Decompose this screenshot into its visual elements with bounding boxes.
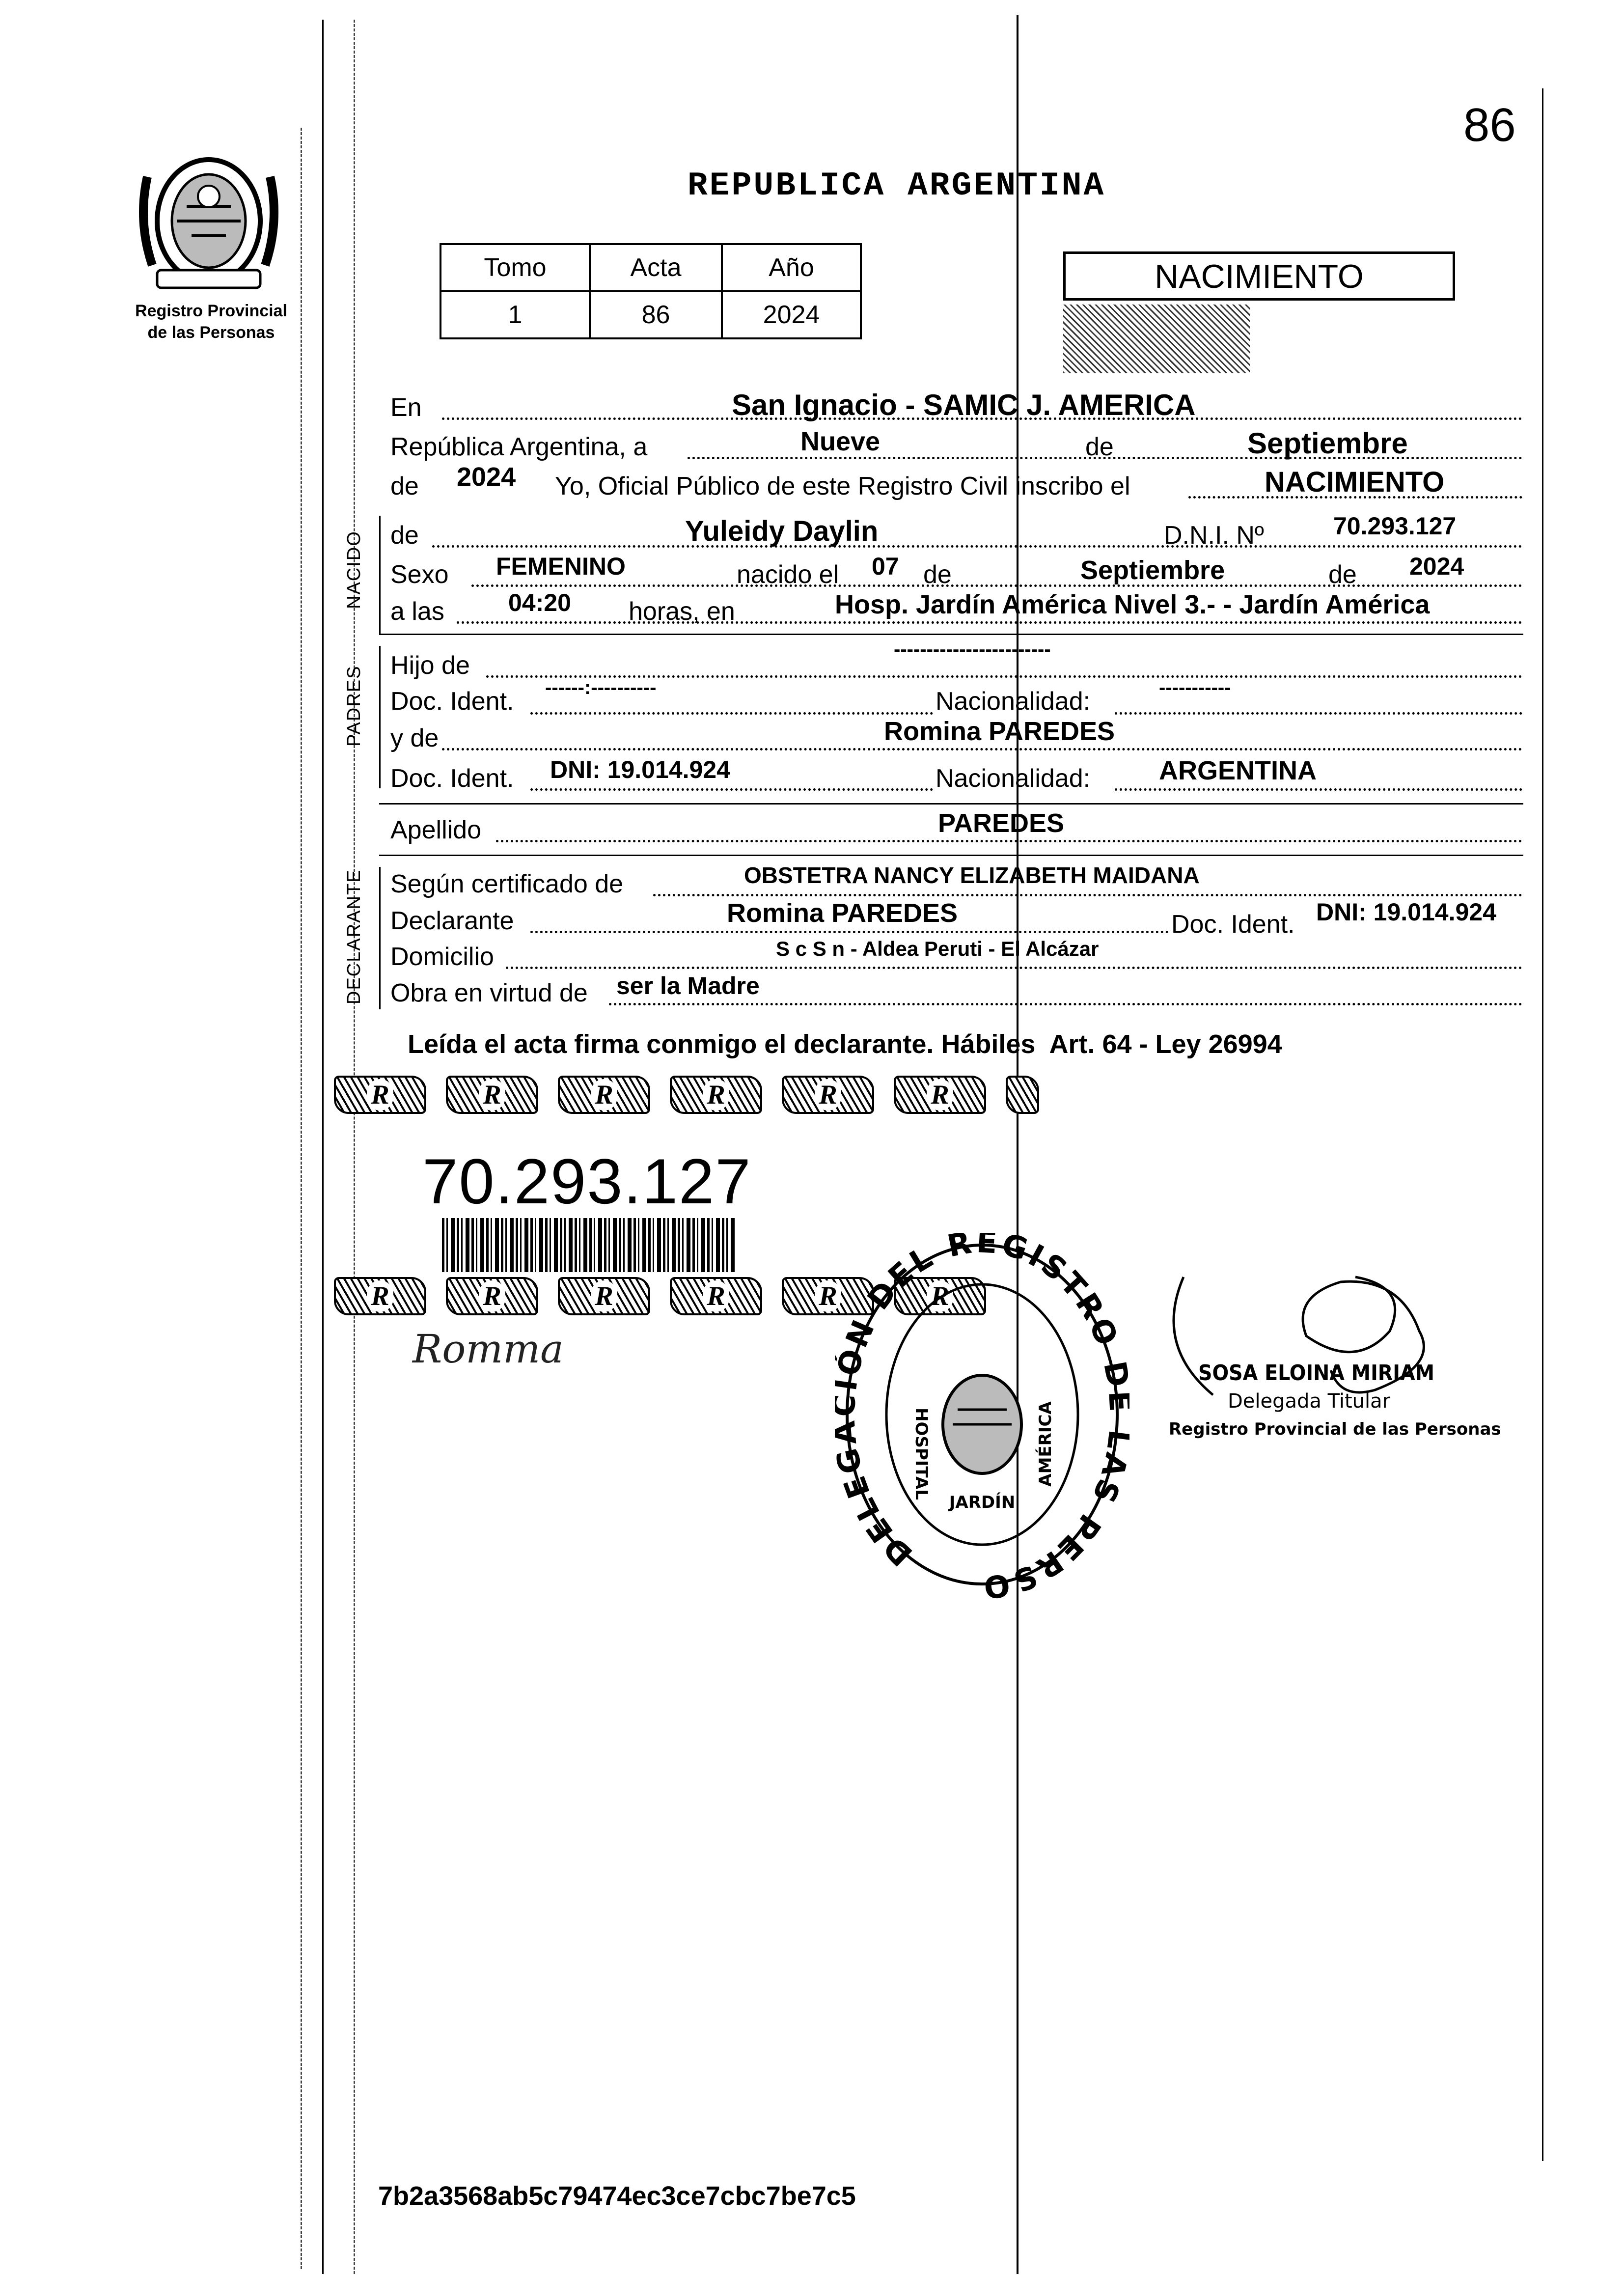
- year-value: 2024: [457, 462, 516, 492]
- left-margin-line: [322, 20, 324, 2274]
- dni-label: D.N.I. Nº: [1164, 521, 1264, 550]
- padres-rule: [379, 803, 1523, 805]
- registry-table: [440, 243, 862, 339]
- mother-nac-value: ARGENTINA: [1159, 756, 1317, 785]
- en-label: En: [390, 393, 422, 422]
- anio-header: Año: [722, 244, 861, 291]
- dom-label: Domicilio: [390, 943, 494, 971]
- child-name: Yuleidy Daylin: [685, 515, 879, 547]
- de3-label: de: [390, 521, 419, 550]
- outer-dashed-line: [301, 128, 302, 2269]
- sexo-value: FEMENINO: [496, 553, 626, 580]
- security-chip: R: [670, 1277, 762, 1315]
- father-doc-value: ------:----------: [545, 677, 657, 698]
- security-strip-top: [334, 1076, 1039, 1114]
- time-dots: [457, 621, 1522, 624]
- father-value: ------------------------: [894, 639, 1051, 660]
- name-dots: [432, 545, 1522, 548]
- mother-value: Romina PAREDES: [884, 717, 1115, 746]
- father-nac-value: -----------: [1159, 677, 1231, 698]
- nacido-side-label: NACIDO: [344, 530, 364, 609]
- mother-doc-dots: [530, 788, 933, 791]
- padres-side-label: PADRES: [344, 665, 364, 747]
- mother-doc-label: Doc. Ident.: [390, 764, 514, 793]
- father-doc-dots: [530, 712, 933, 715]
- security-chip: R: [446, 1277, 538, 1315]
- dom-value: S c S n - Aldea Peruti - El Alcázar: [776, 937, 1099, 960]
- act-type-box: [1063, 251, 1455, 301]
- sexo-dots: [471, 584, 1522, 587]
- nacido-bracket: [379, 516, 381, 634]
- security-chip: R: [782, 1076, 874, 1114]
- horas-label: horas, en: [629, 597, 735, 626]
- dom-dots: [506, 967, 1522, 969]
- birth-year-value: 2024: [1409, 553, 1464, 580]
- page-number: 86: [1463, 99, 1516, 151]
- security-chip: R: [894, 1076, 986, 1114]
- mother-doc-value: DNI: 19.014.924: [550, 756, 730, 783]
- tomo-value: 1: [440, 291, 590, 338]
- security-chip: R: [670, 1076, 762, 1114]
- security-chip: R: [446, 1076, 538, 1114]
- time-value: 04:20: [508, 589, 571, 616]
- hijo-label: Hijo de: [390, 651, 470, 680]
- decl-label: Declarante: [390, 907, 514, 935]
- handwritten-signature-text: Romma: [413, 1326, 564, 1372]
- apellido-value: PAREDES: [938, 808, 1065, 838]
- province-seal-logo: [138, 147, 280, 295]
- de5-label: de: [1328, 560, 1357, 589]
- nacido-el-label: nacido el: [737, 560, 839, 589]
- declarante-side-label: DECLARANTE: [344, 869, 364, 1004]
- dni-value: 70.293.127: [1333, 512, 1457, 540]
- mother-nac-label: Nacionalidad:: [936, 764, 1091, 793]
- yde-label: y de: [390, 724, 439, 752]
- oficial-text: Yo, Oficial Público de este Registro Civil inscribo el: [555, 472, 1130, 500]
- de4-label: de: [923, 560, 952, 589]
- signer-org: Registro Provincial de las Personas: [1169, 1419, 1501, 1439]
- security-chip: R: [782, 1277, 874, 1315]
- stamp-inner-left: HOSPITAL: [911, 1408, 931, 1500]
- inscribo-value: NACIMIENTO: [1265, 466, 1445, 498]
- de-label: de: [1085, 433, 1114, 461]
- decl-value: Romina PAREDES: [727, 898, 958, 928]
- birth-day-value: 07: [872, 553, 899, 580]
- security-chip: R: [558, 1076, 650, 1114]
- act-type-label: NACIMIENTO: [1155, 258, 1364, 295]
- apellido-label: Apellido: [390, 816, 482, 844]
- security-chip: [1006, 1076, 1039, 1114]
- cert-label: Según certificado de: [390, 870, 624, 898]
- mother-nac-dots: [1115, 788, 1522, 791]
- cert-value: OBSTETRA NANCY ELIZABETH MAIDANA: [744, 862, 1200, 888]
- security-pattern: [1063, 305, 1250, 373]
- apellido-rule: [379, 855, 1523, 856]
- acta-value: 86: [590, 291, 722, 338]
- decl-doc-value: DNI: 19.014.924: [1316, 898, 1496, 926]
- tomo-header: Tomo: [440, 244, 590, 291]
- signer-role: Delegada Titular: [1228, 1390, 1391, 1413]
- nacido-rule: [379, 634, 1523, 635]
- dni-number-large: 70.293.127: [422, 1145, 752, 1217]
- closing-text: Leída el acta firma conmigo el declarante. Hábiles Art. 64 - Ley 26994: [408, 1029, 1282, 1059]
- stamp-inner-right: AMÉRICA: [1036, 1401, 1055, 1487]
- padres-bracket: [379, 646, 381, 788]
- document-hash: 7b2a3568ab5c79474ec3ce7cbc7be7c5: [378, 2181, 856, 2211]
- dni-barcode: [442, 1218, 737, 1272]
- alas-label: a las: [390, 597, 444, 626]
- mother-dots: [442, 748, 1522, 750]
- sexo-label: Sexo: [390, 560, 449, 589]
- father-nac-dots: [1115, 712, 1522, 715]
- month-value: Septiembre: [1247, 427, 1408, 460]
- birth-month-value: Septiembre: [1080, 555, 1225, 585]
- stamp-inner-bottom: JARDÍN: [949, 1493, 1016, 1512]
- document-title: REPUBLICA ARGENTINA: [688, 167, 1106, 205]
- en-value: San Ignacio - SAMIC J. AMERICA: [732, 389, 1196, 421]
- acta-header: Acta: [590, 244, 722, 291]
- org-name-line2: de las Personas: [147, 323, 275, 342]
- obra-value: ser la Madre: [616, 972, 760, 1000]
- security-chip: R: [894, 1277, 986, 1315]
- anio-value: 2024: [722, 291, 861, 338]
- day-value: Nueve: [800, 427, 881, 456]
- cert-dots: [653, 894, 1522, 896]
- security-chip: R: [334, 1076, 426, 1114]
- de2-label: de: [390, 472, 419, 500]
- place-value: Hosp. Jardín América Nivel 3.- - Jardín América: [835, 590, 1430, 619]
- security-chip: R: [334, 1277, 426, 1315]
- declarante-bracket: [379, 867, 381, 1009]
- security-chip: R: [558, 1277, 650, 1315]
- org-name-line1: Registro Provincial: [135, 302, 287, 320]
- left-dashed-line: [354, 20, 355, 2274]
- decl-doc-label: Doc. Ident.: [1171, 910, 1295, 939]
- fold-line: [1017, 15, 1018, 2274]
- decl-dots: [530, 931, 1169, 933]
- obra-label: Obra en virtud de: [390, 979, 588, 1007]
- apellido-dots: [496, 840, 1522, 842]
- right-border: [1542, 88, 1543, 2161]
- father-doc-label: Doc. Ident.: [390, 687, 514, 716]
- official-stamp: [835, 1233, 1129, 1606]
- father-nac-label: Nacionalidad:: [936, 687, 1091, 716]
- republica-label: República Argentina, a: [390, 433, 648, 461]
- stamp-ring-text: DELE N DEL REGISTRO S PERSO: [835, 1233, 1127, 1606]
- signer-name: SOSA ELOINA MIRIAM: [1198, 1361, 1435, 1386]
- obra-dots: [609, 1003, 1522, 1005]
